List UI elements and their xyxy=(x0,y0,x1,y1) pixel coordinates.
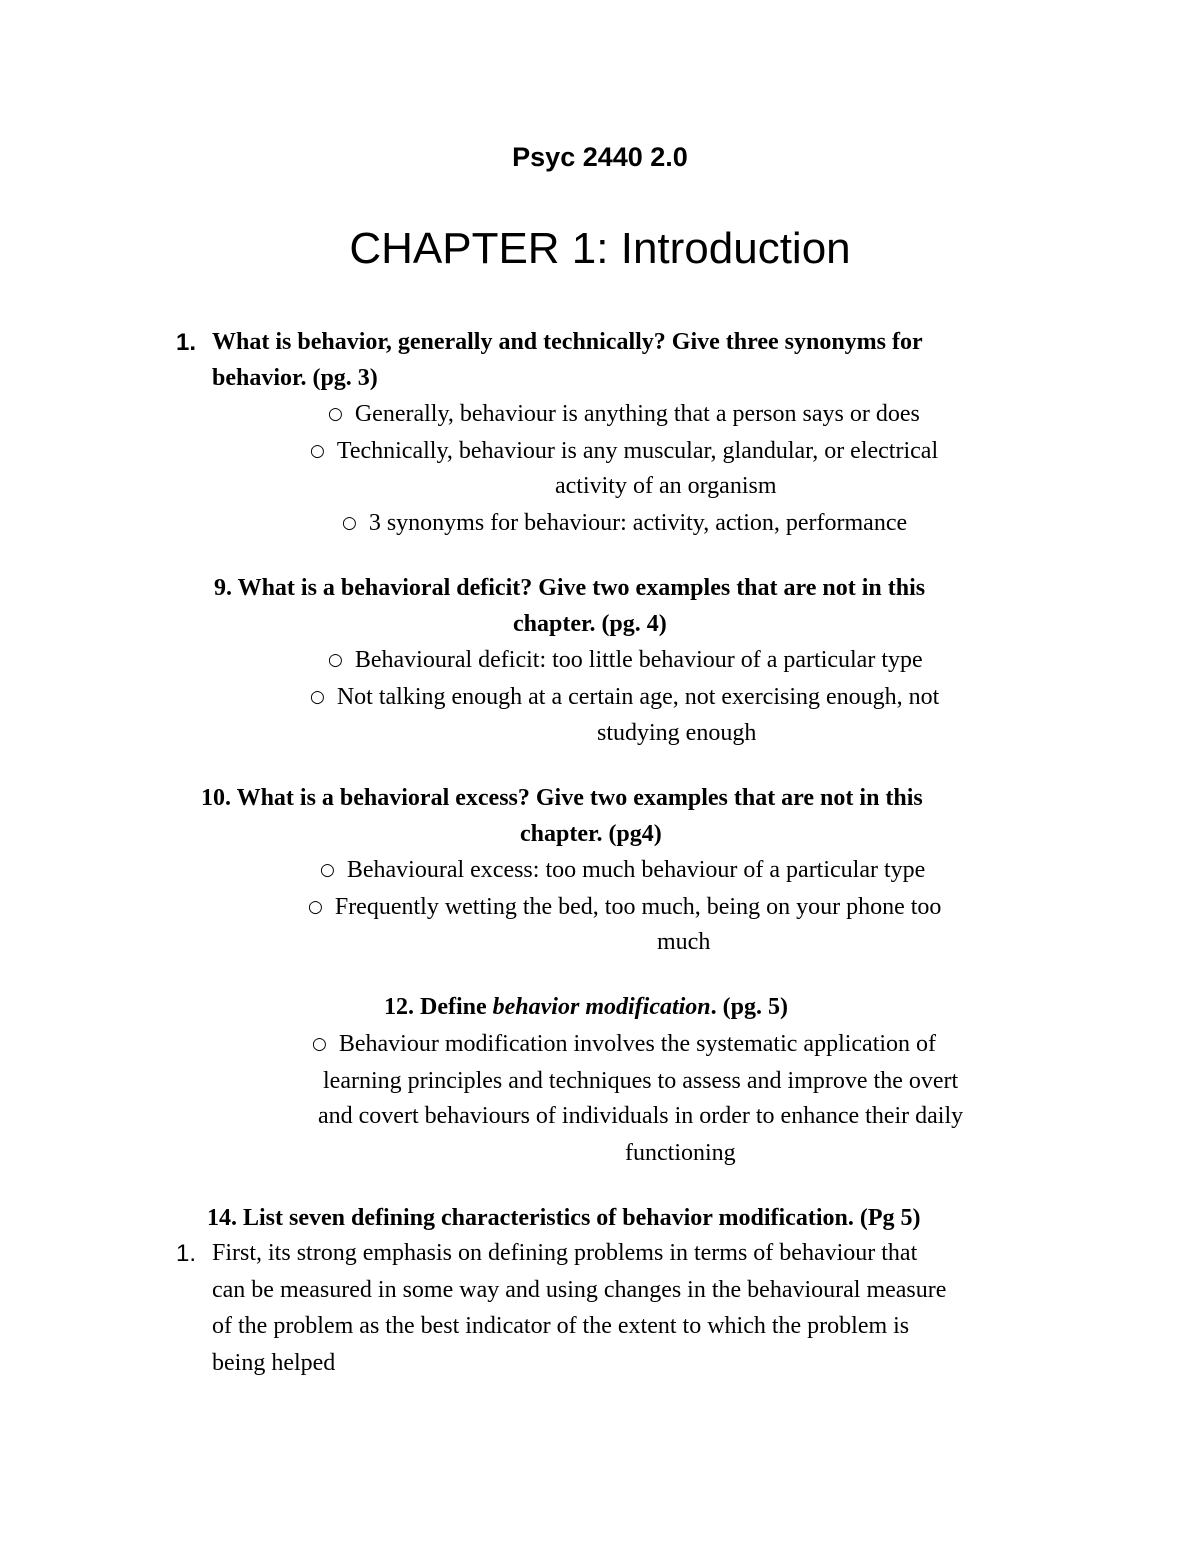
question-14-item-line-2: can be measured in some way and using changes in the behavioural measure xyxy=(212,1277,947,1303)
chapter-title: CHAPTER 1: Introduction xyxy=(349,224,851,273)
question-1-answer-2: ○ Technically, behaviour is any muscular, glandular, or electrical xyxy=(310,438,939,464)
question-12-answer-1: ○ Behaviour modification involves the systematic application of xyxy=(312,1031,937,1057)
question-1-text-line2: behavior. (pg. 3) xyxy=(212,365,378,391)
question-1-answer-1: ○ Generally, behaviour is anything that a person says or does xyxy=(328,401,920,427)
bullet-icon: ○ xyxy=(320,860,335,880)
question-1-answer-3: ○ 3 synonyms for behaviour: activity, action, performance xyxy=(342,510,908,536)
bullet-icon: ○ xyxy=(342,513,357,533)
bullet-icon: ○ xyxy=(328,404,343,424)
question-9-answer-2: ○ Not talking enough at a certain age, not exercising enough, not xyxy=(310,684,940,710)
question-10-answer-1: ○ Behavioural excess: too much behaviour of a particular type xyxy=(320,857,926,883)
question-12-answer-1-cont-2: and covert behaviours of individuals in order to enhance their daily xyxy=(318,1103,964,1129)
question-12-text: 12. Define behavior modification. (pg. 5) xyxy=(384,994,788,1020)
question-10-answer-2: ○ Frequently wetting the bed, too much, being on your phone too xyxy=(308,894,942,920)
question-10-text-line1: 10. What is a behavioral excess? Give two examples that are not in this xyxy=(201,785,923,811)
question-9-answer-2-cont: studying enough xyxy=(597,720,757,746)
question-9-text-line1: 9. What is a behavioral deficit? Give two examples that are not in this xyxy=(214,575,926,601)
question-10-answer-2-cont: much xyxy=(657,929,711,955)
bullet-icon: ○ xyxy=(308,897,323,917)
question-1-answer-2-cont: activity of an organism xyxy=(555,473,777,499)
question-1-text-line1: What is behavior, generally and technically? Give three synonyms for xyxy=(212,329,923,355)
question-14-item-line-3: of the problem as the best indicator of the extent to which the problem is xyxy=(212,1313,910,1339)
bullet-icon: ○ xyxy=(312,1034,327,1054)
question-9-answer-1: ○ Behavioural deficit: too little behaviour of a particular type xyxy=(328,647,923,673)
question-12-answer-1-cont-3: functioning xyxy=(625,1140,736,1166)
question-1-number: 1. xyxy=(176,329,197,356)
bullet-icon: ○ xyxy=(328,650,343,670)
question-14-item-line-4: being helped xyxy=(212,1350,336,1376)
question-14-item-line-1: First, its strong emphasis on defining problems in terms of behaviour that xyxy=(212,1240,918,1266)
question-14-text: 14. List seven defining characteristics of behavior modification. (Pg 5) xyxy=(207,1205,921,1231)
question-9-text-line2: chapter. (pg. 4) xyxy=(513,611,667,637)
bullet-icon: ○ xyxy=(310,441,325,461)
bullet-icon: ○ xyxy=(310,687,325,707)
question-14-item-number: 1. xyxy=(176,1240,197,1267)
question-12-answer-1-cont-1: learning principles and techniques to assess and improve the overt xyxy=(323,1068,959,1094)
term-behavior-modification: behavior modification xyxy=(492,994,711,1020)
question-10-text-line2: chapter. (pg4) xyxy=(520,821,662,847)
course-code: Psyc 2440 2.0 xyxy=(512,142,688,172)
